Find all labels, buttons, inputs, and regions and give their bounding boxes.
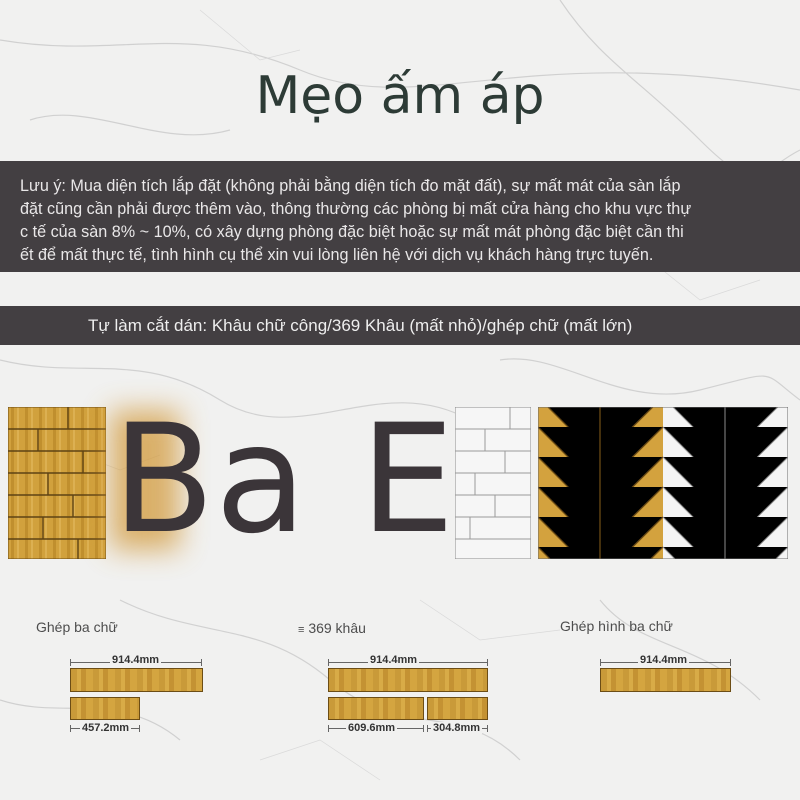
big-letter-e: E	[360, 393, 455, 567]
note-line: Lưu ý: Mua diện tích lắp đặt (không phải bằng diện tích đo mặt đất), sự mất mát của sàn lắp	[20, 177, 681, 195]
board-size-label: 457.2mm	[82, 722, 130, 734]
369-stagger-tile-pattern	[455, 407, 531, 559]
pattern-label-herringbone: Ghép hình ba chữ	[560, 618, 673, 634]
board-size-label: 914.4mm	[112, 654, 160, 666]
board-size-label: 914.4mm	[640, 654, 688, 666]
pattern-label-three-plank: Ghép ba chữ	[36, 619, 118, 635]
big-letter-ba: Ba	[112, 393, 307, 567]
board-size-label: 304.8mm	[433, 722, 481, 734]
three-plank-wood-pattern	[8, 407, 106, 559]
note-banner	[0, 161, 800, 272]
page-title: Mẹo ấm áp	[255, 66, 545, 126]
note-line: c tế của sàn 8% ~ 10%, có xây dựng phòng đặc biệt hoặc sự mất mát phòng đặc biệt cần thi	[20, 223, 684, 241]
wood-board	[70, 668, 203, 692]
herringbone-pattern	[538, 407, 788, 559]
board-size-label: 914.4mm	[370, 654, 418, 666]
wood-board	[328, 668, 488, 692]
note-line: đặt cũng cần phải được thêm vào, thông thường các phòng bị mất cửa hàng cho khu vực thự	[20, 200, 692, 218]
wood-board	[328, 697, 424, 720]
diy-cutting-banner: Tự làm cắt dán: Khâu chữ công/369 Khâu (mất nhỏ)/ghép chữ (mất lớn)	[0, 306, 800, 345]
wood-board	[427, 697, 488, 720]
pattern-label-369	[298, 620, 366, 636]
pattern-label-369-text: 369 khâu	[308, 620, 366, 636]
list-icon: ≡	[298, 624, 305, 636]
note-line: ết để mất thực tế, tình hình cụ thể xin vui lòng liên hệ với dịch vụ khách hàng trực tuyến.	[20, 246, 654, 264]
wood-board	[600, 668, 731, 692]
wood-board	[70, 697, 140, 720]
board-size-label: 609.6mm	[348, 722, 396, 734]
